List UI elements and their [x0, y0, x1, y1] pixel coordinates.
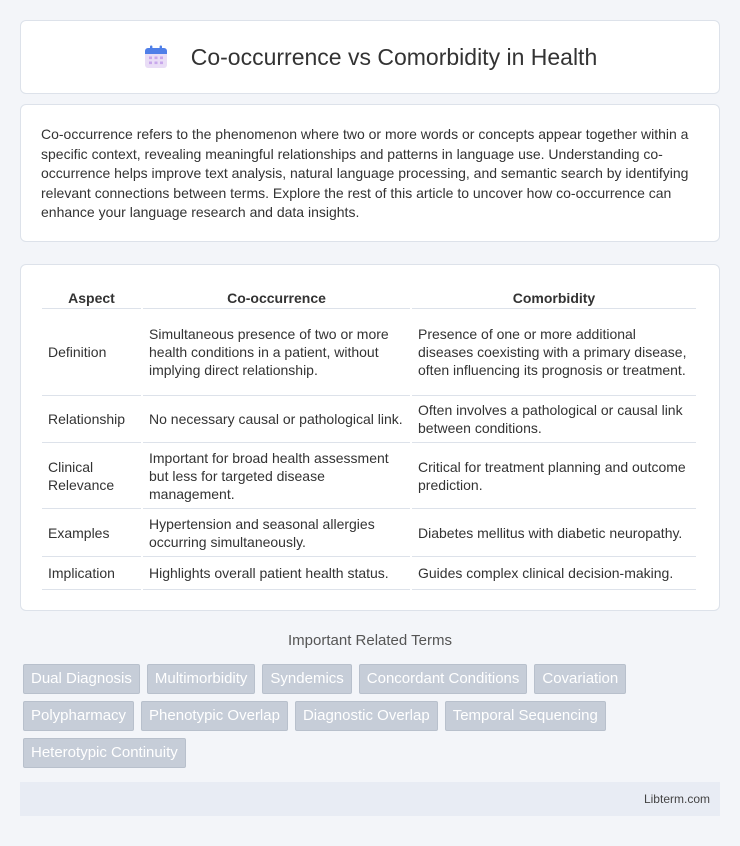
footer-site-link[interactable]: Libterm.com	[643, 792, 710, 806]
cell-co-occurrence: Hypertension and seasonal allergies occurring simultaneously.	[143, 509, 410, 557]
table-row	[42, 443, 696, 509]
cell-comorbidity: Critical for treatment planning and outcome prediction.	[412, 443, 696, 509]
tag-dual-diagnosis[interactable]: Dual Diagnosis	[23, 664, 140, 694]
comparison-table	[40, 285, 698, 590]
calendar-icon	[143, 44, 169, 70]
table-row	[42, 557, 696, 590]
table-row	[42, 309, 696, 396]
tag-diagnostic-overlap[interactable]: Diagnostic Overlap	[295, 701, 438, 731]
cell-co-occurrence: Highlights overall patient health status.	[143, 557, 410, 590]
tag-concordant-conditions[interactable]: Concordant Conditions	[359, 664, 528, 694]
cell-aspect: Relationship	[42, 396, 141, 443]
header-card	[20, 20, 720, 94]
header-comorbidity: Comorbidity	[412, 285, 696, 309]
cell-aspect: Implication	[42, 557, 141, 590]
header-co-occurrence: Co-occurrence	[143, 285, 410, 309]
table-row	[42, 396, 696, 443]
tag-polypharmacy[interactable]: Polypharmacy	[23, 701, 134, 731]
header-aspect: Aspect	[42, 285, 141, 309]
cell-comorbidity: Presence of one or more additional diseases coexisting with a primary disease, often influencing its prognosis or treatment.	[412, 309, 696, 396]
tag-covariation[interactable]: Covariation	[534, 664, 626, 694]
tag-multimorbidity[interactable]: Multimorbidity	[147, 664, 256, 694]
related-terms-list	[23, 664, 723, 768]
table-row	[42, 509, 696, 557]
tag-temporal-sequencing[interactable]: Temporal Sequencing	[445, 701, 606, 731]
tag-syndemics[interactable]: Syndemics	[262, 664, 351, 694]
cell-comorbidity: Often involves a pathological or causal link between conditions.	[412, 396, 696, 443]
cell-co-occurrence: Simultaneous presence of two or more health conditions in a patient, without implying direct relationship.	[143, 309, 410, 396]
intro-card	[20, 104, 720, 242]
cell-co-occurrence: No necessary causal or pathological link.	[143, 396, 410, 443]
title-row	[143, 44, 598, 71]
tag-heterotypic-continuity[interactable]: Heterotypic Continuity	[23, 738, 186, 768]
page-title: Co-occurrence vs Comorbidity in Health	[190, 43, 598, 70]
related-terms-title: Important Related Terms	[288, 632, 452, 649]
table-header-row	[42, 285, 696, 309]
comparison-table-card	[20, 264, 720, 611]
cell-comorbidity: Guides complex clinical decision-making.	[412, 557, 696, 590]
intro-text: Co-occurrence refers to the phenomenon where two or more words or concepts appear together within a specific context, revealing meaningful relationships and patterns in language use. Understanding co-occurrence helps improve text analysis, natural language processing, and semantic search by identifying relevant connections between terms. Explore the rest of this article to uncover how co-occurrence can enhance your language research and data insights.	[41, 126, 689, 221]
cell-aspect: Definition	[42, 309, 141, 396]
footer	[20, 782, 720, 816]
cell-aspect: Examples	[42, 509, 141, 557]
cell-co-occurrence: Important for broad health assessment but less for targeted disease management.	[143, 443, 410, 509]
cell-comorbidity: Diabetes mellitus with diabetic neuropathy.	[412, 509, 696, 557]
cell-aspect: Clinical Relevance	[42, 443, 141, 509]
tag-phenotypic-overlap[interactable]: Phenotypic Overlap	[141, 701, 288, 731]
